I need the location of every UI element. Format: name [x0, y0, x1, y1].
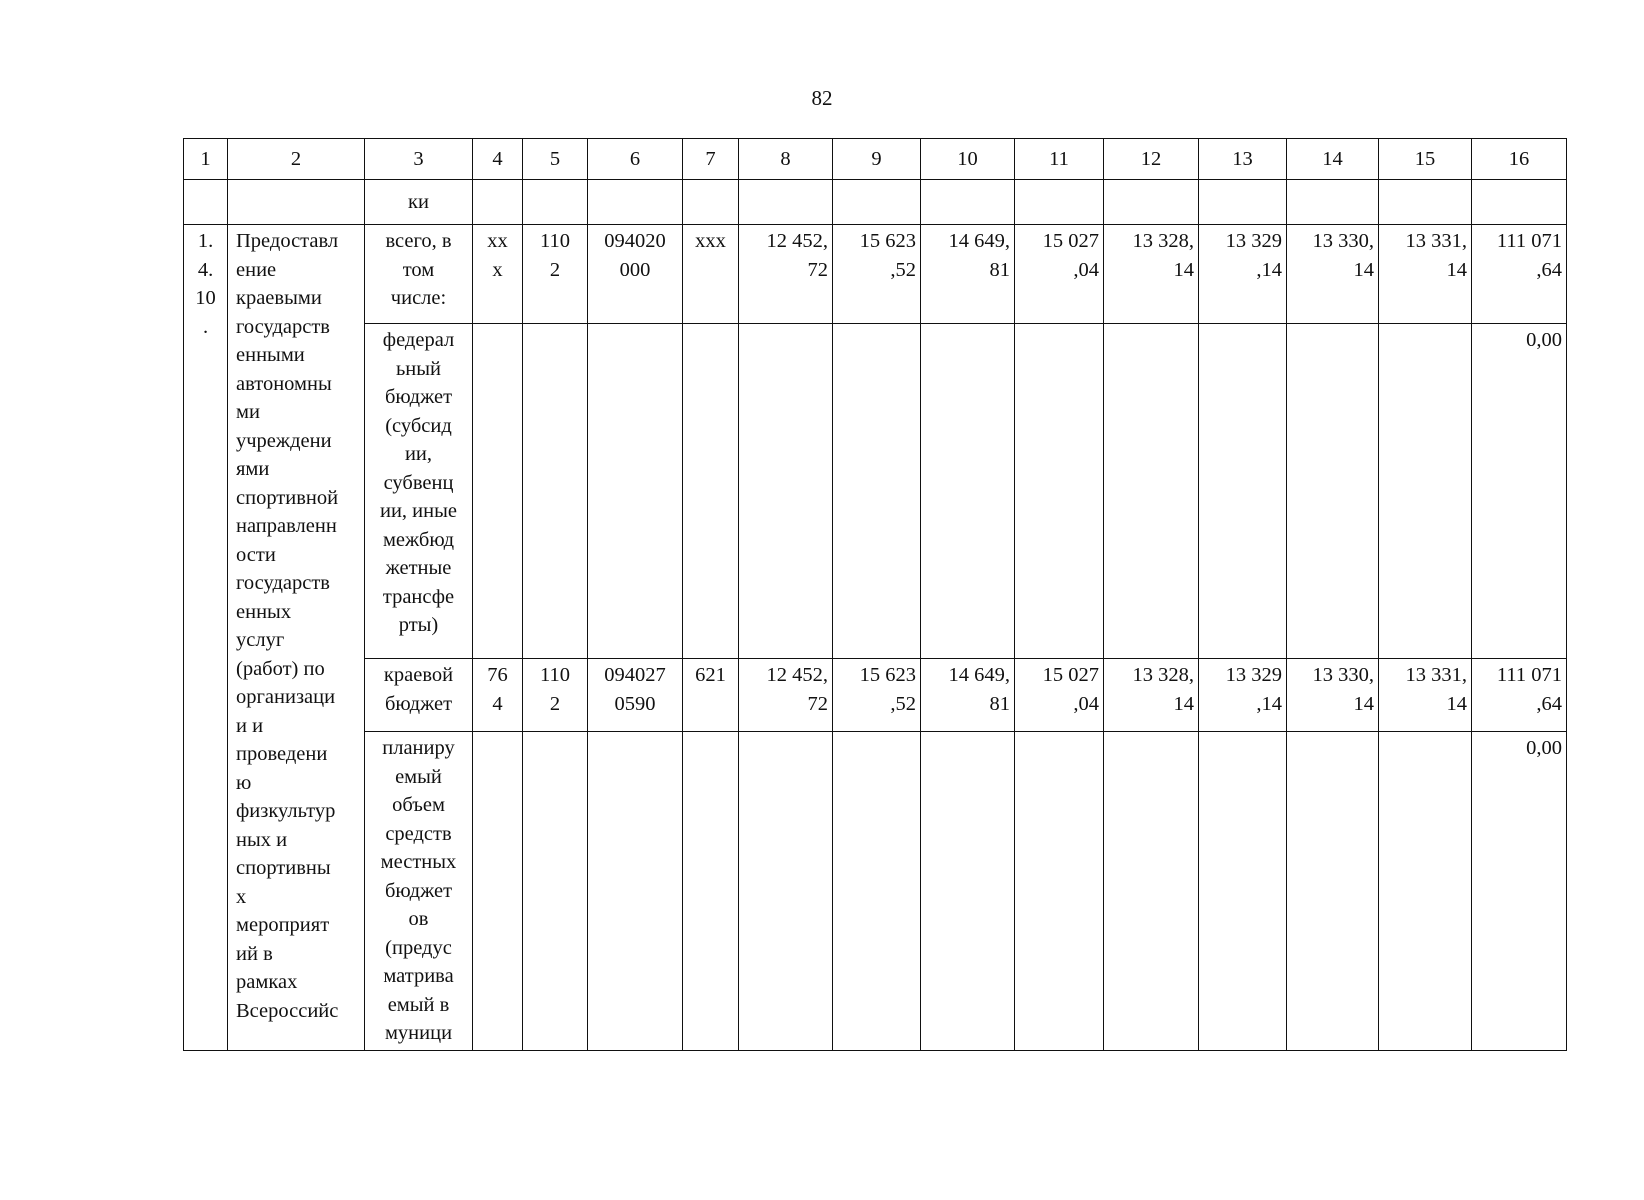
amount-cell: 13 331, 14: [1379, 659, 1472, 732]
amount-total-cell: 0,00: [1472, 732, 1567, 1051]
column-header: 6: [588, 139, 683, 180]
empty-cell: [1287, 180, 1379, 225]
column-header: 5: [523, 139, 588, 180]
row-federal: [184, 324, 1567, 659]
amount-cell: 13 328, 14: [1104, 659, 1199, 732]
item-number: 1. 4. 10 .: [184, 225, 228, 1051]
empty-cell: [921, 732, 1015, 1051]
grbs-code: хх х: [473, 225, 523, 324]
empty-cell: [683, 180, 739, 225]
empty-cell: [1472, 180, 1567, 225]
amount-cell: 12 452, 72: [739, 225, 833, 324]
column-number-row: [184, 139, 1567, 180]
empty-cell: [1104, 180, 1199, 225]
column-header: 3: [365, 139, 473, 180]
row-local: [184, 732, 1567, 1051]
column-header: 1: [184, 139, 228, 180]
column-header: 13: [1199, 139, 1287, 180]
row-regional: [184, 659, 1567, 732]
empty-cell: [588, 180, 683, 225]
rzpr-code: 110 2: [523, 225, 588, 324]
empty-cell: [588, 732, 683, 1051]
amount-cell: 15 027 ,04: [1015, 225, 1104, 324]
column-header: 7: [683, 139, 739, 180]
column-header: 4: [473, 139, 523, 180]
column-header: 9: [833, 139, 921, 180]
empty-cell: [833, 180, 921, 225]
budget-table: [183, 138, 1567, 1051]
empty-cell: [921, 324, 1015, 659]
amount-cell: 15 027 ,04: [1015, 659, 1104, 732]
empty-cell: [1287, 732, 1379, 1051]
column-header: 2: [228, 139, 365, 180]
empty-cell: [921, 180, 1015, 225]
vr-code: 621: [683, 659, 739, 732]
empty-cell: [523, 180, 588, 225]
grbs-code: 76 4: [473, 659, 523, 732]
amount-cell: 12 452, 72: [739, 659, 833, 732]
empty-cell: [1104, 732, 1199, 1051]
csr-code: 094020 000: [588, 225, 683, 324]
amount-cell: 14 649, 81: [921, 659, 1015, 732]
vr-code: ххх: [683, 225, 739, 324]
row-label-total: всего, в том числе:: [365, 225, 473, 324]
amount-total-cell: 111 071 ,64: [1472, 659, 1567, 732]
amount-cell: 13 329 ,14: [1199, 659, 1287, 732]
empty-cell: [523, 732, 588, 1051]
empty-cell: [473, 180, 523, 225]
amount-cell: 14 649, 81: [921, 225, 1015, 324]
row-label-federal: федерал ьный бюджет (субсид ии, субвенц ии, иные межбюд жетные трансфе рты): [365, 324, 473, 659]
column-header: 8: [739, 139, 833, 180]
empty-cell: [833, 732, 921, 1051]
amount-cell: 13 328, 14: [1104, 225, 1199, 324]
empty-cell: [1104, 324, 1199, 659]
empty-cell: [228, 180, 365, 225]
empty-cell: [1287, 324, 1379, 659]
empty-cell: [1379, 324, 1472, 659]
empty-cell: [1379, 732, 1472, 1051]
empty-cell: [473, 732, 523, 1051]
amount-cell: 13 331, 14: [1379, 225, 1472, 324]
empty-cell: [1379, 180, 1472, 225]
empty-cell: [1015, 324, 1104, 659]
column-header: 14: [1287, 139, 1379, 180]
continuation-row: [184, 180, 1567, 225]
column-header: 16: [1472, 139, 1567, 180]
page-number: 82: [811, 86, 833, 110]
empty-cell: [739, 324, 833, 659]
empty-cell: [1015, 732, 1104, 1051]
empty-cell: [833, 324, 921, 659]
row-label-local: планиру емый объем средств местных бюджет ов (предус матрива емый в муници: [365, 732, 473, 1051]
row-total: [184, 225, 1567, 324]
continuation-text: ки: [365, 180, 473, 225]
csr-code: 094027 0590: [588, 659, 683, 732]
amount-cell: 13 330, 14: [1287, 659, 1379, 732]
row-label-regional: краевой бюджет: [365, 659, 473, 732]
empty-cell: [739, 180, 833, 225]
empty-cell: [739, 732, 833, 1051]
empty-cell: [184, 180, 228, 225]
amount-cell: 15 623 ,52: [833, 225, 921, 324]
empty-cell: [1199, 732, 1287, 1051]
amount-cell: 15 623 ,52: [833, 659, 921, 732]
empty-cell: [1015, 180, 1104, 225]
amount-total-cell: 0,00: [1472, 324, 1567, 659]
empty-cell: [683, 324, 739, 659]
column-header: 10: [921, 139, 1015, 180]
column-header: 15: [1379, 139, 1472, 180]
amount-cell: 13 329 ,14: [1199, 225, 1287, 324]
amount-total-cell: 111 071 ,64: [1472, 225, 1567, 324]
empty-cell: [1199, 324, 1287, 659]
amount-cell: 13 330, 14: [1287, 225, 1379, 324]
empty-cell: [523, 324, 588, 659]
empty-cell: [683, 732, 739, 1051]
empty-cell: [588, 324, 683, 659]
column-header: 12: [1104, 139, 1199, 180]
item-name: Предоставл ение краевыми государств енными автономны ми учреждени ями спортивной направленн ости государств енных услуг (работ) по организаци и и проведени ю физкультур ных и спортивны х мероприят ий в рамках Всероссийс: [228, 225, 365, 1051]
rzpr-code: 110 2: [523, 659, 588, 732]
empty-cell: [1199, 180, 1287, 225]
empty-cell: [473, 324, 523, 659]
column-header: 11: [1015, 139, 1104, 180]
